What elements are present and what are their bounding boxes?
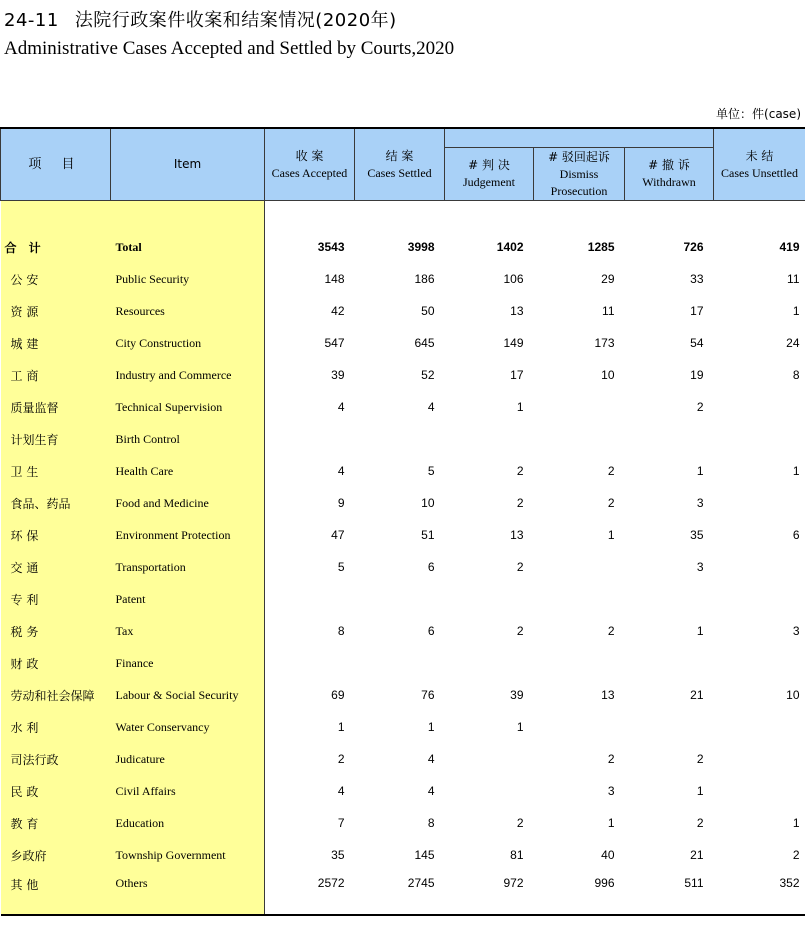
cell-withdrawn: 726 xyxy=(683,240,704,254)
cell-dismiss: 10 xyxy=(601,368,615,382)
cell-withdrawn: 2 xyxy=(696,400,704,414)
cell-accepted: 4 xyxy=(337,400,345,414)
cell-dismiss: 29 xyxy=(601,272,615,286)
header-settled-cn: 结 案 xyxy=(385,148,414,163)
cell-withdrawn: 21 xyxy=(690,848,704,862)
table-row xyxy=(1,583,805,615)
cell-withdrawn: 35 xyxy=(690,528,704,542)
table-row xyxy=(1,295,805,327)
cell-settled: 1 xyxy=(427,720,435,734)
cell-settled: 145 xyxy=(414,848,435,862)
cell-accepted: 547 xyxy=(324,336,345,350)
cell-accepted: 2572 xyxy=(265,871,355,915)
cell-unsettled: 24 xyxy=(786,336,800,350)
cell-withdrawn: 3 xyxy=(696,560,704,574)
row-label-cn: 民 政 xyxy=(1,775,111,807)
cell-dismiss xyxy=(534,551,625,583)
cell-judgement: 13 xyxy=(510,304,524,318)
cell-withdrawn xyxy=(625,423,714,455)
cell-accepted: 8 xyxy=(337,624,345,638)
cell-judgement: 2 xyxy=(516,816,524,830)
cell-judgement: 81 xyxy=(510,848,524,862)
cell-unsettled: 1 xyxy=(792,816,800,830)
cell-unsettled: 10 xyxy=(786,688,800,702)
row-label-en: Others xyxy=(111,871,265,915)
row-label-en: Township Government xyxy=(111,839,265,871)
cell-judgement: 2 xyxy=(516,624,524,638)
row-label-en: Judicature xyxy=(111,743,265,775)
row-label-cn: 环 保 xyxy=(1,519,111,551)
cell-judgement xyxy=(445,743,534,775)
row-label-en: Tax xyxy=(111,615,265,647)
cell-unsettled xyxy=(714,743,805,775)
cell-withdrawn xyxy=(625,583,714,615)
cell-withdrawn: 1 xyxy=(696,624,704,638)
cell-settled xyxy=(355,647,445,679)
row-label-cn: 交 通 xyxy=(1,551,111,583)
page-title-cn xyxy=(4,6,397,32)
cell-judgement xyxy=(445,775,534,807)
cell-settled: 4 xyxy=(427,752,435,766)
cell-unsettled: 1 xyxy=(792,304,800,318)
cell-withdrawn xyxy=(625,647,714,679)
row-label-cn: 财 政 xyxy=(1,647,111,679)
table-row xyxy=(1,391,805,423)
cell-settled: 4 xyxy=(427,784,435,798)
table-row xyxy=(1,743,805,775)
cell-judgement: 106 xyxy=(503,272,524,286)
cell-dismiss: 11 xyxy=(602,304,615,318)
header-unsettled-en: Cases Unsettled xyxy=(721,165,799,180)
row-label-cn: 教 育 xyxy=(1,807,111,839)
cell-unsettled xyxy=(714,391,805,423)
cell-accepted: 4 xyxy=(337,784,345,798)
cell-settled: 4 xyxy=(427,400,435,414)
header-item-en: Item xyxy=(111,128,265,201)
row-label-en: Transportation xyxy=(111,551,265,583)
table-body xyxy=(1,201,805,916)
cell-dismiss: 2 xyxy=(607,752,615,766)
row-label-en: Labour & Social Security xyxy=(111,679,265,711)
table-row xyxy=(1,327,805,359)
cell-accepted xyxy=(265,423,355,455)
cell-settled: 51 xyxy=(421,528,435,542)
header-settled-en: Cases Settled xyxy=(367,165,432,180)
table-row-total xyxy=(1,231,805,263)
unit-label: 单位：件(case) xyxy=(716,107,801,121)
cell-settled: 2745 xyxy=(355,871,445,915)
header-judgement-en: Judgement xyxy=(463,175,515,189)
header-judgement-cn: # 判 决 xyxy=(468,158,510,172)
table-row xyxy=(1,519,805,551)
row-label-en: Education xyxy=(111,807,265,839)
cell-accepted: 9 xyxy=(337,496,345,510)
data-table-container xyxy=(0,127,805,916)
cell-judgement: 2 xyxy=(516,560,524,574)
cell-withdrawn: 19 xyxy=(690,368,704,382)
cell-accepted: 5 xyxy=(337,560,345,574)
cell-dismiss: 13 xyxy=(601,688,615,702)
cell-dismiss: 173 xyxy=(594,336,615,350)
cell-dismiss xyxy=(534,647,625,679)
row-label-en: Total xyxy=(111,231,265,263)
header-accepted-cn: 收 案 xyxy=(295,148,324,163)
row-label-en: Health Care xyxy=(111,455,265,487)
row-label-cn: 乡政府 xyxy=(1,839,111,871)
cell-accepted xyxy=(265,583,355,615)
row-label-cn: 劳动和社会保障 xyxy=(1,679,111,711)
cell-judgement xyxy=(445,423,534,455)
cell-judgement: 2 xyxy=(516,464,524,478)
header-withdrawn-cn: # 撤 诉 xyxy=(648,158,690,172)
row-label-cn: 专 利 xyxy=(1,583,111,615)
cell-accepted: 47 xyxy=(331,528,345,542)
cell-judgement xyxy=(445,583,534,615)
row-label-en: Environment Protection xyxy=(111,519,265,551)
cell-dismiss xyxy=(534,583,625,615)
cell-unsettled: 11 xyxy=(787,272,800,286)
row-label-en: Food and Medicine xyxy=(111,487,265,519)
table-spacer-row xyxy=(1,201,805,232)
cell-withdrawn: 3 xyxy=(696,496,704,510)
header-accepted xyxy=(265,128,355,201)
cell-unsettled xyxy=(714,423,805,455)
row-label-cn: 其 他 xyxy=(1,871,111,915)
cell-settled: 50 xyxy=(421,304,435,318)
cell-unsettled xyxy=(714,775,805,807)
cell-judgement: 2 xyxy=(516,496,524,510)
row-label-cn: 资 源 xyxy=(1,295,111,327)
cell-withdrawn: 17 xyxy=(690,304,704,318)
cell-dismiss xyxy=(534,391,625,423)
row-label-cn: 司法行政 xyxy=(1,743,111,775)
cell-dismiss xyxy=(534,423,625,455)
page-title-en: Administrative Cases Accepted and Settled by Courts,2020 xyxy=(4,38,455,59)
cell-unsettled xyxy=(714,487,805,519)
cell-accepted: 42 xyxy=(331,304,345,318)
cell-accepted xyxy=(265,647,355,679)
header-settled xyxy=(355,128,445,201)
row-label-en: Finance xyxy=(111,647,265,679)
table-row xyxy=(1,775,805,807)
table-number: 24-11 xyxy=(4,10,59,31)
cell-unsettled: 6 xyxy=(792,528,800,542)
header-unsettled-cn: 未 结 xyxy=(745,148,774,163)
cell-settled: 10 xyxy=(421,496,435,510)
header-item-cn: 项 目 xyxy=(1,128,111,201)
cell-judgement: 1 xyxy=(516,720,524,734)
cell-accepted: 148 xyxy=(324,272,345,286)
table-header xyxy=(1,128,805,201)
cell-judgement: 149 xyxy=(503,336,524,350)
cell-judgement: 1 xyxy=(516,400,524,414)
cell-judgement: 13 xyxy=(510,528,524,542)
cell-withdrawn: 1 xyxy=(696,464,704,478)
table-row xyxy=(1,615,805,647)
table-row xyxy=(1,487,805,519)
header-dismiss xyxy=(534,148,625,201)
cell-unsettled: 3 xyxy=(792,624,800,638)
header-unsettled xyxy=(714,128,805,201)
cell-settled: 8 xyxy=(427,816,435,830)
cell-dismiss: 1 xyxy=(607,816,615,830)
cell-accepted: 4 xyxy=(337,464,345,478)
row-label-cn: 质量监督 xyxy=(1,391,111,423)
cell-accepted: 3543 xyxy=(317,240,345,254)
table-row xyxy=(1,423,805,455)
row-label-cn: 计划生育 xyxy=(1,423,111,455)
row-label-en: Public Security xyxy=(111,263,265,295)
cell-unsettled: 419 xyxy=(779,240,800,254)
table-row xyxy=(1,807,805,839)
cell-withdrawn: 2 xyxy=(696,816,704,830)
cell-dismiss xyxy=(534,711,625,743)
row-label-cn: 水 利 xyxy=(1,711,111,743)
cell-judgement xyxy=(445,647,534,679)
cell-unsettled: 352 xyxy=(714,871,805,915)
cell-settled: 186 xyxy=(414,272,435,286)
header-judgement xyxy=(445,148,534,201)
cell-accepted: 7 xyxy=(337,816,345,830)
cell-judgement: 39 xyxy=(510,688,524,702)
cell-accepted: 2 xyxy=(337,752,345,766)
cell-settled: 52 xyxy=(421,368,435,382)
cell-unsettled xyxy=(714,551,805,583)
row-label-en: City Construction xyxy=(111,327,265,359)
table-row xyxy=(1,455,805,487)
row-label-cn: 工 商 xyxy=(1,359,111,391)
header-dismiss-en: Dismiss Prosecution xyxy=(550,166,608,198)
cell-judgement: 972 xyxy=(445,871,534,915)
cell-settled: 6 xyxy=(427,560,435,574)
cell-withdrawn: 2 xyxy=(696,752,704,766)
row-label-en: Civil Affairs xyxy=(111,775,265,807)
cell-unsettled: 2 xyxy=(792,848,800,862)
table-row xyxy=(1,679,805,711)
cell-withdrawn xyxy=(625,711,714,743)
header-withdrawn-en: Withdrawn xyxy=(642,175,696,189)
row-label-cn: 卫 生 xyxy=(1,455,111,487)
row-label-cn: 城 建 xyxy=(1,327,111,359)
cell-unsettled xyxy=(714,711,805,743)
cell-unsettled xyxy=(714,647,805,679)
cases-table xyxy=(0,127,805,916)
row-label-en: Water Conservancy xyxy=(111,711,265,743)
cell-dismiss: 40 xyxy=(601,848,615,862)
row-label-cn: 税 务 xyxy=(1,615,111,647)
cell-dismiss: 2 xyxy=(607,496,615,510)
cell-judgement: 1402 xyxy=(496,240,524,254)
cell-dismiss: 2 xyxy=(607,464,615,478)
cell-dismiss: 996 xyxy=(534,871,625,915)
title-cn-text: 法院行政案件收案和结案情况(2020年) xyxy=(74,10,397,31)
cell-settled: 6 xyxy=(427,624,435,638)
row-label-en: Birth Control xyxy=(111,423,265,455)
cell-withdrawn: 511 xyxy=(625,871,714,915)
cell-withdrawn: 54 xyxy=(690,336,704,350)
table-row xyxy=(1,839,805,871)
row-label-cn: 食品、药品 xyxy=(1,487,111,519)
cell-dismiss: 2 xyxy=(607,624,615,638)
cell-settled xyxy=(355,583,445,615)
row-label-en: Industry and Commerce xyxy=(111,359,265,391)
table-row xyxy=(1,551,805,583)
row-label-en: Patent xyxy=(111,583,265,615)
cell-withdrawn: 1 xyxy=(696,784,704,798)
cell-dismiss: 1 xyxy=(607,528,615,542)
cell-dismiss: 3 xyxy=(607,784,615,798)
cell-unsettled: 8 xyxy=(792,368,800,382)
cell-accepted: 35 xyxy=(331,848,345,862)
cell-settled: 5 xyxy=(427,464,435,478)
table-row xyxy=(1,711,805,743)
row-label-en: Resources xyxy=(111,295,265,327)
cell-dismiss: 1285 xyxy=(587,240,615,254)
cell-unsettled: 1 xyxy=(792,464,800,478)
cell-accepted: 69 xyxy=(331,688,345,702)
row-label-en: Technical Supervision xyxy=(111,391,265,423)
table-row xyxy=(1,647,805,679)
cell-withdrawn: 21 xyxy=(690,688,704,702)
row-label-cn: 合 计 xyxy=(1,231,111,263)
cell-unsettled xyxy=(714,583,805,615)
row-label-cn: 公 安 xyxy=(1,263,111,295)
cell-settled: 3998 xyxy=(407,240,435,254)
cell-judgement: 17 xyxy=(510,368,524,382)
cell-settled: 76 xyxy=(421,688,435,702)
cell-accepted: 1 xyxy=(337,720,345,734)
header-settled-breakdown-spacer xyxy=(445,128,714,148)
cell-settled xyxy=(355,423,445,455)
header-dismiss-cn: # 驳回起诉 xyxy=(548,149,610,164)
table-row xyxy=(1,359,805,391)
cell-settled: 645 xyxy=(414,336,435,350)
header-accepted-en: Cases Accepted xyxy=(271,165,348,180)
cell-accepted: 39 xyxy=(331,368,345,382)
header-withdrawn xyxy=(625,148,714,201)
cell-withdrawn: 33 xyxy=(690,272,704,286)
table-row xyxy=(1,871,805,915)
table-row xyxy=(1,263,805,295)
